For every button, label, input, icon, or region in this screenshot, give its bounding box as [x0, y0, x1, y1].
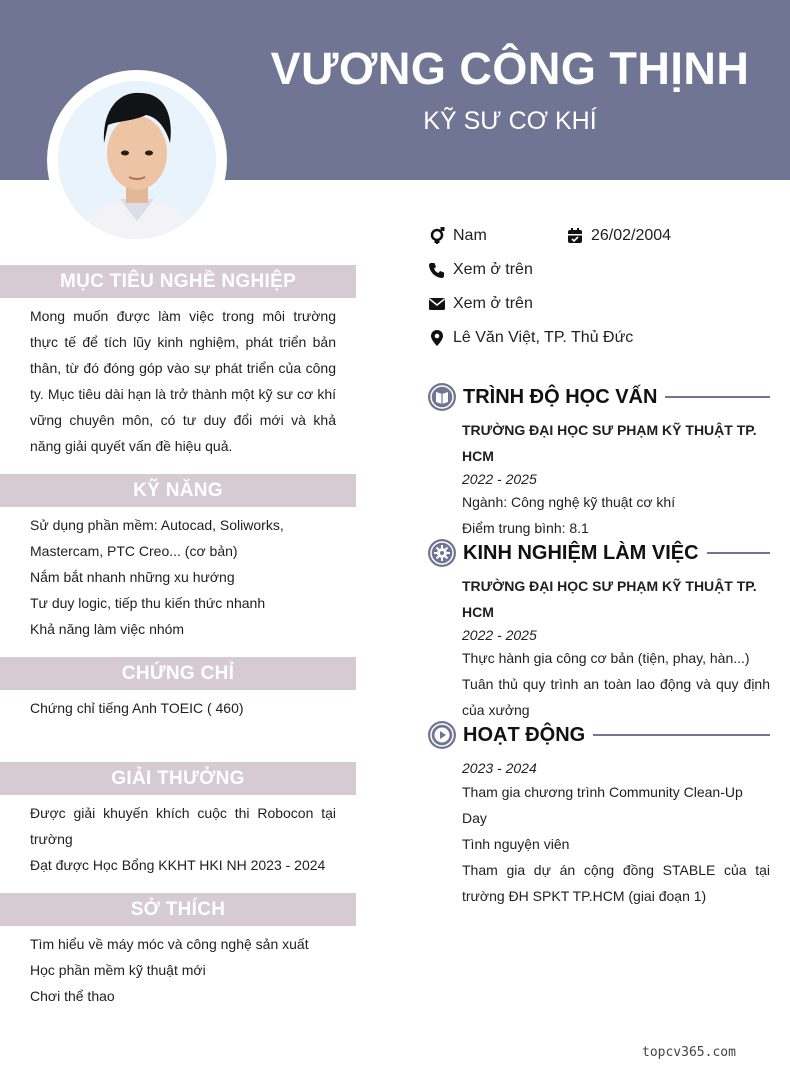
section-title-experience: KINH NGHIỆM LÀM VIỆC: [463, 538, 707, 568]
avatar-frame: [47, 70, 227, 250]
candidate-name: VƯƠNG CÔNG THỊNH: [270, 43, 750, 94]
section-title-hobbies: SỞ THÍCH: [0, 893, 356, 926]
avatar: [58, 81, 216, 239]
list-item: Tình nguyện viên: [462, 836, 570, 852]
education-period: 2022 - 2025: [462, 471, 537, 487]
list-item: Chứng chỉ tiếng Anh TOEIC ( 460): [30, 700, 244, 716]
list-item: Tham gia dự án cộng đồng STABLE của tại trường ĐH SPKT TP.HCM (giai đoạn 1): [462, 862, 770, 904]
activities-period: 2023 - 2024: [462, 760, 537, 776]
section-title-awards: GIẢI THƯỞNG: [0, 762, 356, 795]
footer-watermark: topcv365.com: [642, 1045, 736, 1060]
list-item: Tư duy logic, tiếp thu kiến thức nhanh: [30, 595, 266, 611]
experience-period: 2022 - 2025: [462, 627, 537, 643]
section-title-skills: KỸ NĂNG: [0, 474, 356, 507]
calendar-icon: [566, 227, 584, 245]
section-title-activities: HOẠT ĐỘNG: [463, 720, 593, 750]
gender-icon: [428, 227, 446, 245]
location-pin-icon: [428, 329, 446, 347]
section-title-education: TRÌNH ĐỘ HỌC VẤN: [463, 382, 665, 412]
list-item: Thực hành gia công cơ bản (tiện, phay, hàn...): [462, 650, 750, 666]
job-title: KỸ SƯ CƠ KHÍ: [423, 107, 597, 135]
education-school: TRƯỜNG ĐẠI HỌC SƯ PHẠM KỸ THUẬT TP. HCM: [462, 422, 757, 464]
experience-icon: [428, 539, 456, 567]
list-item: Khả năng làm việc nhóm: [30, 621, 185, 637]
section-header-experience: [428, 538, 770, 568]
list-item: Học phần mềm kỹ thuật mới: [30, 962, 206, 978]
experience-entry: [462, 573, 770, 723]
list-item: Sử dụng phần mềm: Autocad, Soliworks, Mastercam, PTC Creo... (cơ bản): [30, 517, 284, 559]
list-item: Tham gia chương trình Community Clean-Up Day: [462, 784, 743, 826]
education-icon: [428, 383, 456, 411]
awards-list: [30, 800, 336, 878]
list-item: Nắm bắt nhanh những xu hướng: [30, 569, 235, 585]
list-item: Đạt được Học Bổng KKHT HKI NH 2023 - 2024: [30, 857, 326, 873]
list-item: Được giải khuyến khích cuộc thi Robocon tại trường: [30, 805, 336, 847]
phone-icon: [428, 261, 446, 279]
skills-list: [30, 512, 336, 642]
section-header-activities: [428, 720, 770, 750]
list-item: Tuân thủ quy trình an toàn lao động và quy định của xưởng: [462, 676, 770, 718]
portrait-photo: [58, 81, 216, 239]
list-item: Ngành: Công nghệ kỹ thuật cơ khí: [462, 494, 676, 510]
envelope-icon: [428, 295, 446, 313]
certificates-list: [30, 695, 336, 721]
hobbies-list: [30, 931, 336, 1009]
section-header-education: [428, 382, 770, 412]
list-item: Chơi thể thao: [30, 988, 115, 1004]
list-item: Tìm hiểu về máy móc và công nghệ sản xuất: [30, 936, 309, 952]
experience-org: TRƯỜNG ĐẠI HỌC SƯ PHẠM KỸ THUẬT TP. HCM: [462, 578, 757, 620]
objective-text: Mong muốn được làm việc trong môi trường thực tế để tích lũy kinh nghiệm, phát triển bản thân, từ đó đóng góp vào sự phát triển của công ty. Mục tiêu dài hạn là trở thành một kỹ sư cơ khí vững chuyên môn, có tư duy đổi mới và khả năng giải quyết vấn đề hiệu quả.: [30, 308, 336, 454]
education-entry: [462, 417, 770, 541]
activities-entry: [462, 757, 770, 909]
section-title-objective: MỤC TIÊU NGHỀ NGHIỆP: [0, 265, 356, 298]
section-title-certificates: CHỨNG CHỈ: [0, 657, 356, 690]
list-item: Điểm trung bình: 8.1: [462, 520, 589, 536]
activities-icon: [428, 721, 456, 749]
